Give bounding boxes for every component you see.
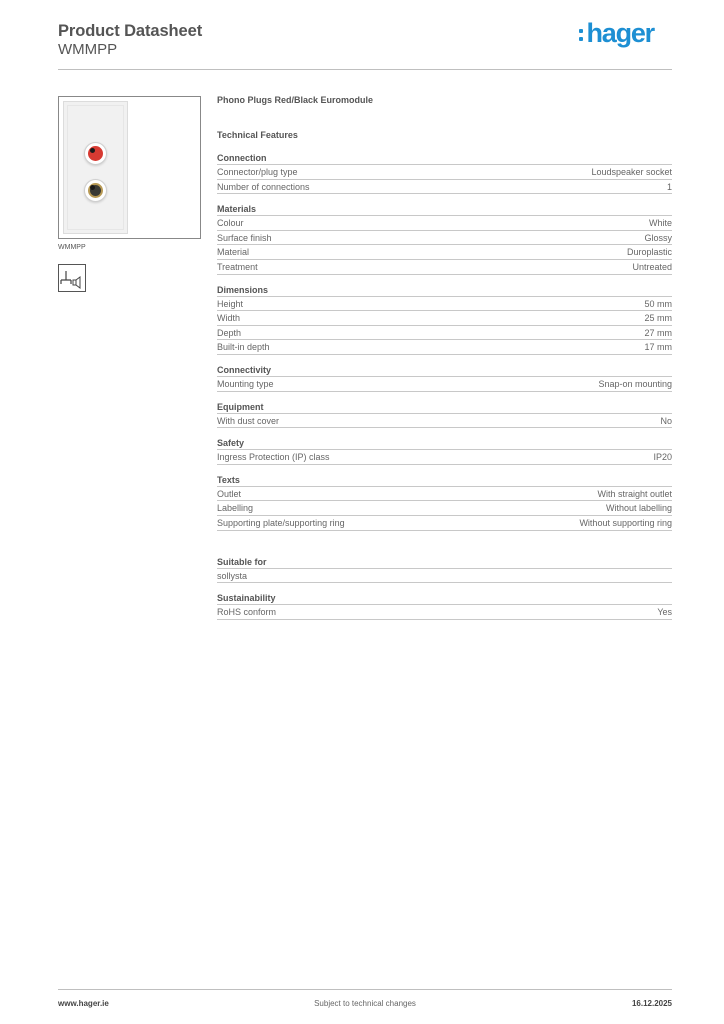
hager-logo (579, 18, 654, 49)
black-phono-jack (84, 179, 107, 202)
footer-date: 16.12.2025 (631, 999, 672, 1008)
logo-dots-icon (579, 29, 583, 41)
loudspeaker-socket-icon (58, 264, 86, 292)
page-header (58, 20, 672, 70)
spec-value: 27 mm (644, 327, 672, 338)
red-phono-jack (84, 142, 107, 165)
spec-row (217, 216, 672, 231)
section-title: Texts (217, 474, 672, 487)
spec-label: Treatment (217, 261, 258, 272)
spec-value: 17 mm (644, 342, 672, 353)
spec-label: With dust cover (217, 415, 280, 426)
section-connectivity (217, 364, 672, 392)
euromodule-plate (63, 101, 128, 234)
section-title: Dimensions (217, 284, 672, 297)
spec-row (217, 340, 672, 355)
spec-row (217, 569, 672, 584)
section-texts (217, 474, 672, 531)
technical-features-title: Technical Features (217, 130, 298, 140)
spec-label: Material (217, 247, 250, 258)
spec-value: Loudspeaker socket (591, 167, 672, 177)
spec-label: Colour (217, 218, 244, 229)
spec-label: sollysta (217, 570, 248, 581)
section-title: Materials (217, 203, 672, 216)
spec-value: 25 mm (644, 313, 672, 324)
spec-row (217, 501, 672, 516)
spec-value: IP20 (653, 452, 672, 463)
spec-value: Without labelling (605, 503, 672, 514)
spec-row (217, 231, 672, 246)
footer-note: Subject to technical changes (314, 999, 416, 1008)
section-materials (217, 203, 672, 274)
spec-row (217, 260, 672, 275)
spec-label: Depth (217, 327, 242, 338)
spec-label: Connector/plug type (217, 167, 298, 177)
spec-row (217, 414, 672, 429)
section-sustainability (217, 592, 672, 620)
website-link[interactable]: www.hager.ie (58, 999, 109, 1008)
spec-value: No (660, 415, 672, 426)
product-code: WMMPP (58, 41, 118, 58)
section-connection (217, 152, 672, 194)
spec-value: Snap-on mounting (598, 378, 672, 389)
spec-row (217, 516, 672, 531)
image-caption: WMMPP (58, 244, 86, 251)
logo-text: hager (586, 18, 654, 48)
spec-row (217, 245, 672, 260)
spec-value: Untreated (632, 261, 672, 272)
spec-row (217, 487, 672, 502)
spec-row (217, 450, 672, 465)
spec-value: 1 (666, 181, 672, 192)
document-title: Product Datasheet (58, 22, 203, 40)
spec-value: With straight outlet (597, 488, 672, 499)
spec-label: Width (217, 313, 241, 324)
technical-content (217, 95, 672, 620)
product-name: Phono Plugs Red/Black Euromodule (217, 95, 374, 105)
spec-value: White (648, 218, 672, 229)
spec-label: RoHS conform (217, 607, 277, 618)
section-title: Suitable for (217, 556, 672, 569)
spec-row (217, 605, 672, 620)
page-footer (58, 989, 672, 1015)
spec-value: Duroplastic (626, 247, 672, 258)
spec-row (217, 326, 672, 341)
feature-sections (217, 152, 672, 620)
spec-row (217, 377, 672, 392)
spec-value: Without supporting ring (579, 517, 672, 528)
spec-label: Ingress Protection (IP) class (217, 452, 330, 463)
section-safety (217, 437, 672, 465)
spec-label: Number of connections (217, 181, 310, 192)
spec-row (217, 311, 672, 326)
spec-row (217, 180, 672, 195)
spec-value: Glossy (644, 232, 672, 243)
spec-label: Surface finish (217, 232, 272, 243)
spec-label: Built-in depth (217, 342, 270, 353)
spec-label: Outlet (217, 488, 242, 499)
product-image (58, 96, 201, 239)
spec-label: Height (217, 298, 244, 309)
spec-value: 50 mm (644, 298, 672, 309)
section-title: Connection (217, 152, 672, 165)
spec-label: Mounting type (217, 378, 274, 389)
spec-value: Yes (657, 607, 672, 618)
section-suitable-for (217, 556, 672, 584)
section-title: Equipment (217, 401, 672, 414)
section-title: Sustainability (217, 592, 672, 605)
section-title: Connectivity (217, 364, 672, 377)
section-dimensions (217, 284, 672, 355)
spec-label: Labelling (217, 503, 254, 514)
spec-row (217, 297, 672, 312)
spec-row (217, 165, 672, 180)
section-equipment (217, 401, 672, 429)
spec-label: Supporting plate/supporting ring (217, 517, 345, 528)
section-title: Safety (217, 437, 672, 450)
